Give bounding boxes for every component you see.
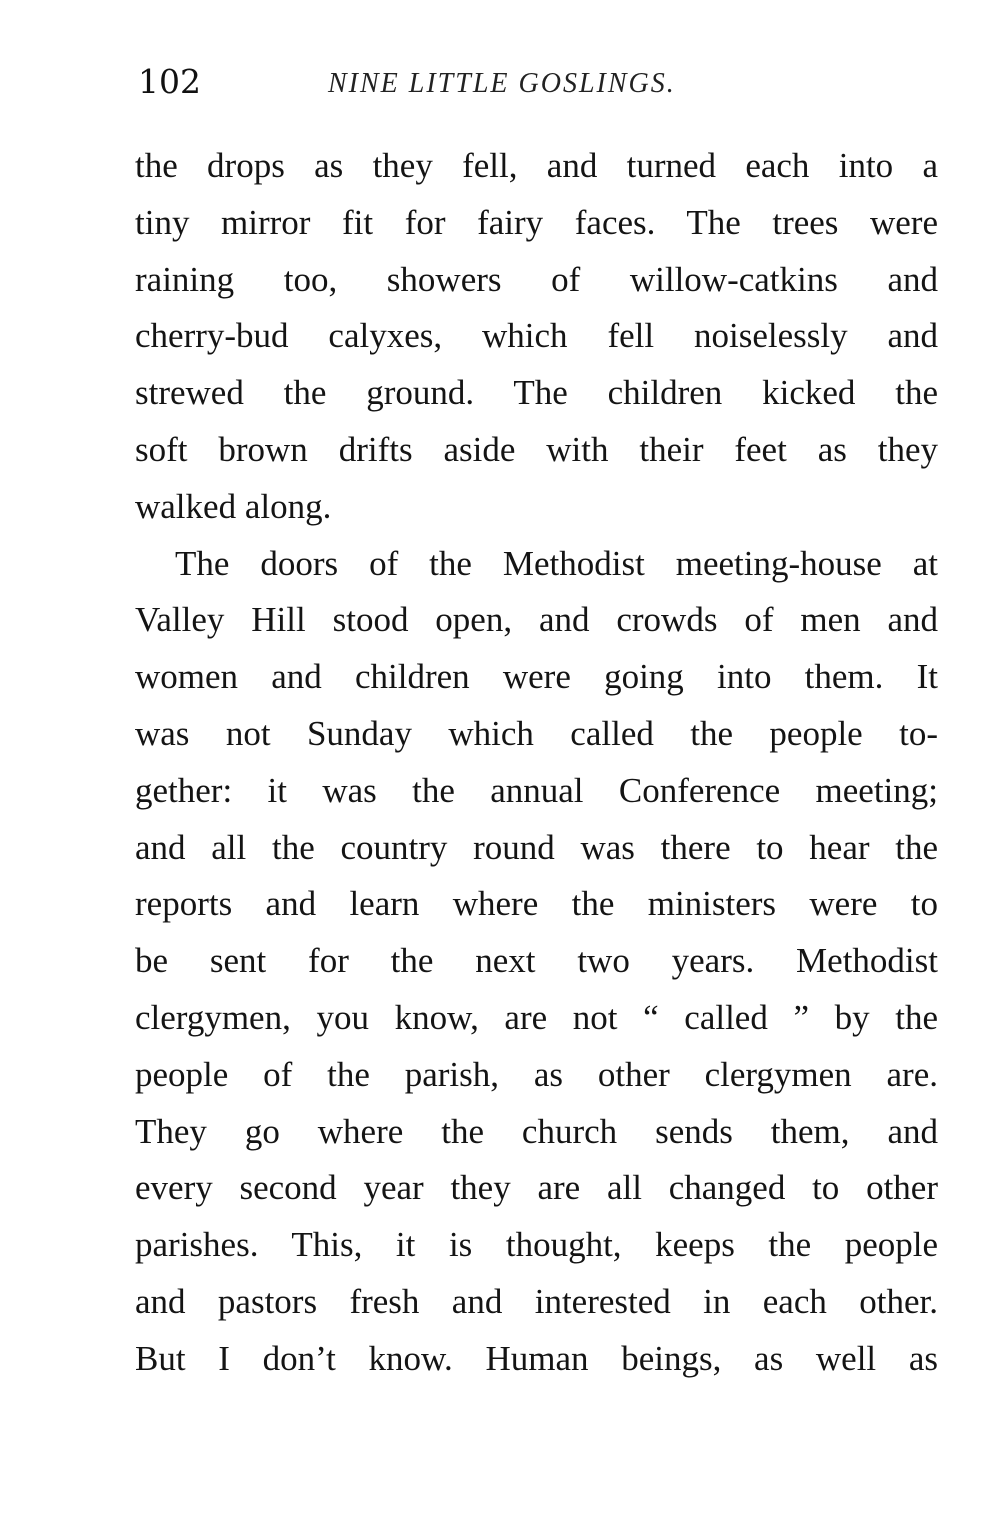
body-text — [135, 138, 938, 1388]
text-line: parishes. This, it is thought, keeps the people — [135, 1225, 938, 1265]
page-header — [138, 62, 938, 102]
text-line: raining too, showers of willow-catkins and — [135, 259, 938, 299]
text-line: the drops as they fell, and turned each into a — [135, 146, 938, 185]
text-line: But I don’t know. Human beings, as well as — [135, 1338, 938, 1378]
text-line: tiny mirror fit for fairy faces. The trees were — [135, 202, 938, 242]
text-line: clergymen, you know, are not “ called ” by the — [135, 997, 938, 1037]
text-line: cherry-bud calyxes, which fell noiselessly and — [135, 316, 938, 356]
text-line: be sent for the next two years. Methodist — [135, 941, 938, 981]
page-number: 102 — [138, 62, 201, 101]
text-line: soft brown drifts aside with their feet as they — [135, 429, 938, 469]
text-line: and pastors fresh and interested in each other. — [135, 1281, 938, 1321]
text-line: and all the country round was there to hear the — [135, 827, 938, 867]
text-line: strewed the ground. The children kicked the — [135, 373, 938, 413]
text-line: gether: it was the annual Conference meeting; — [135, 770, 938, 810]
text-line: people of the parish, as other clergymen are. — [135, 1054, 938, 1094]
text-line: was not Sunday which called the people to- — [135, 713, 938, 753]
text-line: women and children were going into them. It — [135, 657, 938, 697]
text-line: They go where the church sends them, and — [135, 1111, 938, 1151]
text-line: The doors of the Methodist meeting-house at — [175, 543, 938, 583]
running-title: NINE LITTLE GOSLINGS. — [328, 68, 676, 99]
text-line: Valley Hill stood open, and crowds of men and — [135, 600, 938, 640]
text-line: every second year they are all changed to other — [135, 1168, 938, 1208]
text-line: walked along. — [135, 486, 332, 526]
text-line: reports and learn where the ministers were to — [135, 884, 938, 924]
